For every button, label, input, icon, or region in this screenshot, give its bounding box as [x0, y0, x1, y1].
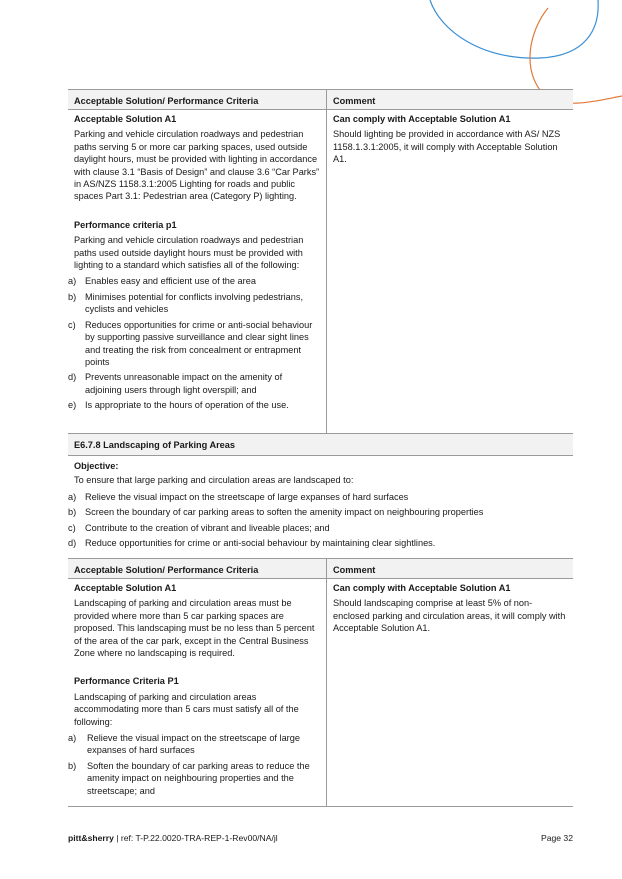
section-title: E6.7.8 Landscaping of Parking Areas [68, 434, 573, 456]
brand-name: pitt&sherry [68, 833, 114, 843]
list-item: d) Prevents unreasonable impact on the amenity of adjoining users through light overspill; and [68, 372, 283, 395]
document-ref: | ref: T-P.22.0020-TRA-REP-1-Rev00/NA/jl [113, 833, 278, 843]
column-header-criteria: Acceptable Solution/ Performance Criteria [68, 90, 327, 109]
list-item: a) Relieve the visual impact on the streetscape of large expanses of hard surfaces [68, 491, 409, 502]
list-item: c) Reduces opportunities for crime or anti-social behaviour by supporting passive surveillance and clear sight lines and treating the risk from concealment or entrapment points [68, 319, 313, 367]
comment-text: Should landscaping comprise at least 5% of non-enclosed parking and circulation areas, it will comply with Acceptable Solution A1. [333, 598, 566, 634]
page-footer [68, 832, 573, 844]
acceptable-solution-title: Acceptable Solution A1 [74, 583, 177, 593]
objective-label: Objective: [74, 461, 119, 471]
list-item: e) Is appropriate to the hours of operation of the use. [68, 400, 289, 411]
objective-intro: To ensure that large parking and circulation areas are landscaped to: [74, 475, 354, 486]
performance-criteria-text: Parking and vehicle circulation roadways and pedestrian paths used outside daylight hours must be provided with lighting to a standard which satisfies all of the following: [74, 235, 304, 271]
performance-criteria-text: Landscaping of parking and circulation areas accommodating more than 5 cars must satisfy all of the following: [74, 691, 299, 727]
criteria-cell [68, 579, 327, 806]
landscaping-table [68, 558, 573, 807]
criteria-cell [68, 110, 327, 433]
list-item: a) Relieve the visual impact on the streetscape of large expanses of hard surfaces [68, 733, 300, 756]
list-item: b) Screen the boundary of car parking areas to soften the amenity impact on neighbouring properties [68, 507, 484, 518]
objective-block [68, 460, 573, 552]
column-header-criteria: Acceptable Solution/ Performance Criteria [68, 559, 327, 578]
table-row [68, 110, 573, 434]
performance-criteria-title: Performance criteria p1 [74, 219, 177, 230]
comment-cell [327, 579, 573, 806]
list-item: c) Contribute to the creation of vibrant and liveable places; and [68, 522, 330, 533]
list-item: b) Minimises potential for conflicts involving pedestrians, cyclists and vehicles [68, 291, 304, 315]
acceptable-solution-title: Acceptable Solution A1 [74, 114, 177, 124]
comment-title: Can comply with Acceptable Solution A1 [333, 114, 511, 124]
table-row [68, 579, 573, 807]
lighting-table [68, 89, 573, 434]
list-item: d) Reduce opportunities for crime or anti-social behaviour by maintaining clear sightlines. [68, 538, 436, 549]
comment-title: Can comply with Acceptable Solution A1 [333, 583, 511, 593]
footer-reference [68, 832, 278, 844]
table-header-row [68, 558, 573, 579]
list-item: a) Enables easy and efficient use of the area [68, 276, 256, 287]
column-header-comment: Comment [333, 565, 376, 575]
blue-arc [430, 0, 598, 58]
comment-cell [327, 110, 573, 433]
performance-criteria-title: Performance Criteria P1 [74, 676, 179, 687]
comment-text: Should lighting be provided in accordance with AS/ NZS 1158.1.3.1:2005, it will comply with Acceptable Solution A1. [333, 129, 561, 165]
table-header-row [68, 89, 573, 110]
acceptable-solution-text: Parking and vehicle circulation roadways and pedestrian paths serving 5 or more car parking spaces, used outside daylight hours, must be provided with lighting in accordance with clause 3.1 “Basis of Design” and clause 3.6 “Car Parks” in AS/NZS 1158.3.1:2005 Lighting for roads and public spaces Part 3.1: Pedestrian area (Category P) lighting. [74, 129, 320, 202]
acceptable-solution-text: Landscaping of parking and circulation areas must be provided where more than 5 car parking spaces are proposed. This landscaping must be no less than 5 percent of the area of the car park, except in the Central Business Zone where no landscaping is required. [74, 598, 315, 659]
list-item: b) Soften the boundary of car parking areas to reduce the amenity impact on neighbouring properties and the streetscape; and [68, 760, 310, 796]
page-number: Page 32 [540, 833, 573, 843]
column-header-comment: Comment [333, 96, 376, 106]
